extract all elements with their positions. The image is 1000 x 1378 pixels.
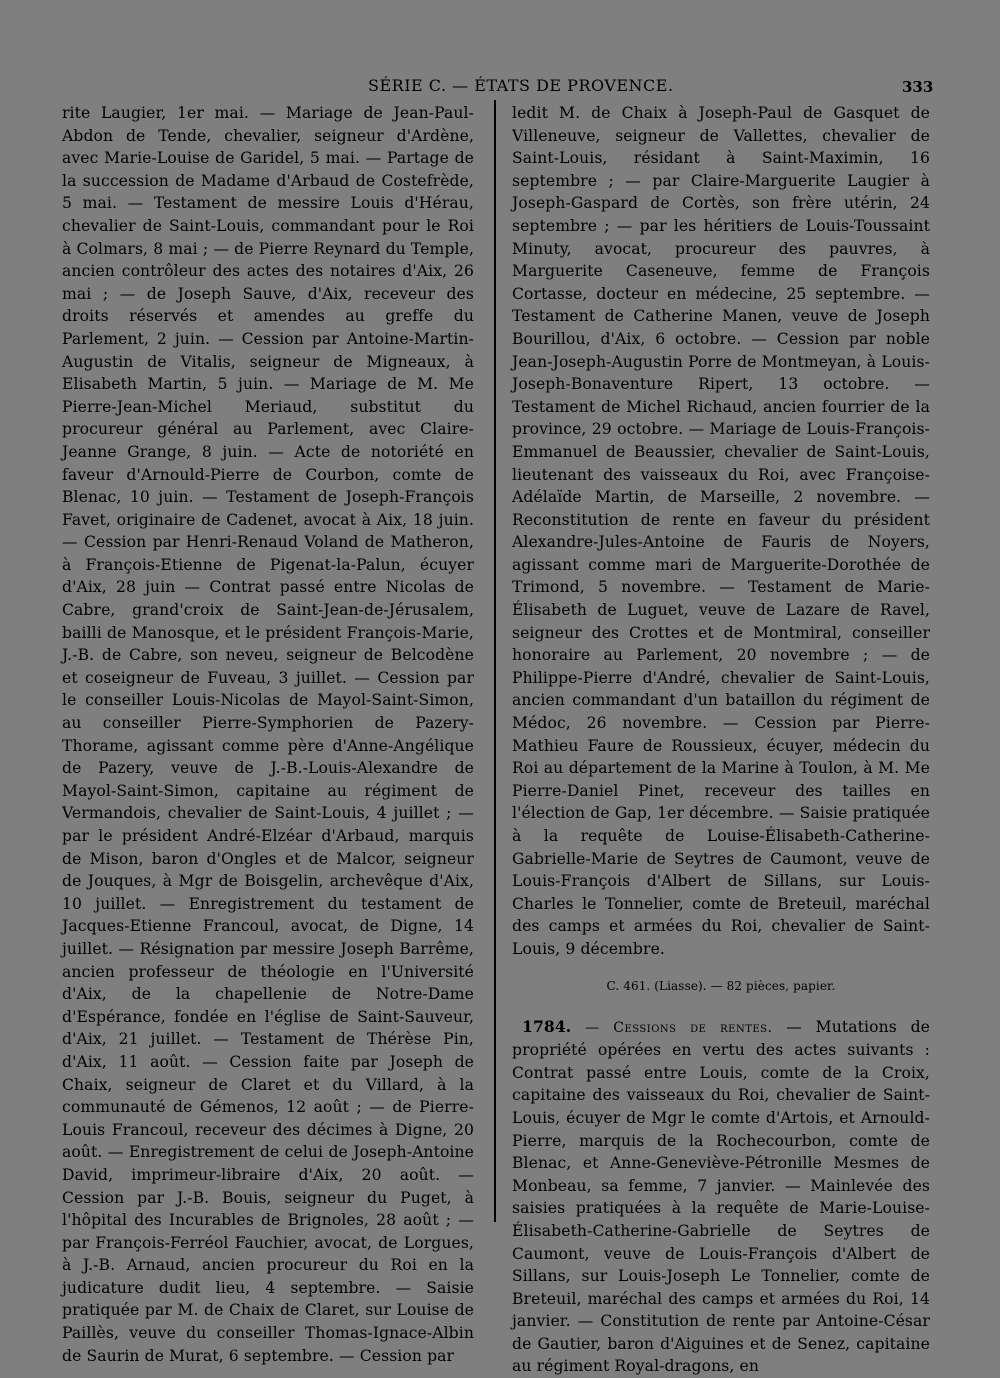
entry-text: — Mutations de propriété opérées en vertu des actes suivants : Contrat passé entre Louis, comte de la Croix, capitaine des vaisseaux du Roi, chevalier de Saint-Louis, écuyer de Mgr le comte d'Artois, et Arnould-Pierre, marquis de la Rochecourbon, comte de Blenac, et Anne-Geneviève-Pétronille Mesmes de Monbeau, sa femme, 7 janvier. — Mainlevée des saisies pratiquées à la requête de Marie-Louise-Élisabeth-Catherine-Gabrielle de Seytres de Caumont, veuve de Louis-François d'Albert de Sillans, sur Louis-Joseph Le Tonnelier, comte de Breteuil, maréchal des camps et armées du Roi, 14 janvier. — Constitution de rente par Antoine-César de Gautier, baron d'Aiguines et de Senez, capitaine au régiment Royal-dragons, en: [512, 1017, 930, 1376]
entry-heading: — Cessions de rentes.: [585, 1019, 773, 1036]
right-column-text: ledit M. de Chaix à Joseph-Paul de Gasquet de Villeneuve, seigneur de Vallettes, chevalier de Saint-Louis, résidant à Saint-Maximin, 16 septembre ; — par Claire-Marguerite Laugier à Joseph-Gaspard de Cortès, son frère utérin, 24 septembre ; — par les héritiers de Louis-Toussaint Minuty, avocat, procureur des pauvres, à Marguerite Caseneuve, femme de François Cortasse, docteur en médecine, 25 septembre. — Testament de Catherine Manen, veuve de Joseph Bourillou, d'Aix, 6 octobre. — Cession par noble Jean-Joseph-Augustin Porre de Montmeyan, à Louis-Joseph-Bonaventure Ripert, 13 octobre. — Testament de Michel Richaud, ancien fourrier de la province, 29 octobre. — Mariage de Louis-François-Emmanuel de Beaussier, chevalier de Saint-Louis, lieutenant des vaisseaux du Roi, avec Françoise-Adélaïde Martin, de Marseille, 2 novembre. — Reconstitution de rente en faveur du président Alexandre-Jules-Antoine de Fauris de Noyers, agissant comme mari de Marguerite-Dorothée de Trimond, 5 novembre. — Testament de Marie-Élisabeth de Luguet, veuve de Lazare de Ravel, seigneur des Crottes et de Montmiral, conseiller honoraire au Parlement, 20 novembre ; — de Philippe-Pierre d'André, chevalier de Saint-Louis, ancien commandant d'un bataillon du régiment de Médoc, 26 novembre. — Cession par Pierre-Mathieu Faure de Roussieux, écuyer, médecin du Roi au département de la Marine à Toulon, à M. Me Pierre-Daniel Pinet, receveur des tailles en l'élection de Gap, 1er décembre. — Saisie pratiquée à la requête de Louise-Élisabeth-Catherine-Gabrielle-Marie de Seytres de Caumont, veuve de Louis-François d'Albert de Sillans, sur Louis-Charles le Tonnelier, comte de Breteuil, maréchal des camps et armées du Roi, chevalier de Saint-Louis, 9 décembre.: [512, 104, 930, 958]
left-column-text: rite Laugier, 1er mai. — Mariage de Jean-Paul-Abdon de Tende, chevalier, seigneur d'Ardène, avec Marie-Louise de Garidel, 5 mai. — Partage de la succession de Madame d'Arbaud de Costefrède, 5 mai. — Testament de messire Louis d'Hérau, chevalier de Saint-Louis, commandant pour le Roi à Colmars, 8 mai ; — de Pierre Reynard du Temple, ancien contrôleur des actes des notaires d'Aix, 26 mai ; — de Joseph Sauve, d'Aix, receveur des droits réservés et amendes au greffe du Parlement, 2 juin. — Cession par Antoine-Martin-Augustin de Vitalis, seigneur de Migneaux, à Elisabeth Martin, 5 juin. — Mariage de M. Me Pierre-Jean-Michel Meriaud, substitut du procureur général au Parlement, avec Claire-Jeanne Grange, 8 juin. — Acte de notoriété en faveur d'Arnould-Pierre de Courbon, comte de Blenac, 10 juin. — Testament de Joseph-François Favet, originaire de Cadenet, avocat à Aix, 18 juin. — Cession par Henri-Renaud Voland de Matheron, à François-Etienne de Pigenat-la-Palun, écuyer d'Aix, 28 juin — Contrat passé entre Nicolas de Cabre, grand'croix de Saint-Jean-de-Jérusalem, bailli de Manosque, et le président François-Marie, J.-B. de Cabre, son neveu, seigneur de Belcodène et coseigneur de Fuveau, 3 juillet. — Cession par le conseiller Louis-Nicolas de Mayol-Saint-Simon, au conseiller Pierre-Symphorien de Pazery-Thorame, agissant comme père d'Anne-Angélique de Pazery, veuve de J.-B.-Louis-Alexandre de Mayol-Saint-Simon, capitaine au régiment de Vermandois, chevalier de Saint-Louis, 4 juillet ; — par le président André-Elzéar d'Arbaud, marquis de Mison, baron d'Ongles et de Malcor, seigneur de Jouques, à Mgr de Boisgelin, archevêque d'Aix, 10 juillet. — Enregistrement du testament de Jacques-Etienne Francoul, avocat, de Digne, 14 juillet. — Résignation par messire Joseph Barrême, ancien professeur de théologie en l'Université d'Aix, de la chapellenie de Notre-Dame d'Espérance, fondée en l'église de Saint-Sauveur, d'Aix, 21 juillet. — Testament de Thérèse Pin, d'Aix, 11 août. — Cession faite par Joseph de Chaix, seigneur de Claret et du Villard, à la communauté de Gémenos, 12 août ; — de Pierre-Louis Francoul, receveur des décimes à Digne, 20 août. — Enregistrement de celui de Joseph-Antoine David, imprimeur-libraire d'Aix, 20 août. — Cession par J.-B. Bouis, seigneur du Puget, à l'hôpital des Incurables de Brignoles, 28 août ; — par François-Ferréol Fauchier, avocat, de Lorgues, à J.-B. Arnaud, ancien procureur du Roi en la judicature dudit lieu, 4 septembre. — Saisie pratiquée par M. de Chaix de Claret, sur Louise de Paillès, veuve du conseiller Thomas-Ignace-Albin de Saurin de Murat, 6 septembre. — Cession par: [62, 104, 474, 1365]
page-number: 333: [902, 78, 934, 96]
right-column: [512, 102, 930, 1378]
entry-1784: [512, 1016, 930, 1378]
entry-year: 1784.: [522, 1016, 572, 1036]
page-header: [0, 76, 1000, 100]
shelfmark: C. 461. (Liasse). — 82 pièces, papier.: [606, 978, 836, 993]
running-title: SÉRIE C. — ÉTATS DE PROVENCE.: [368, 76, 674, 95]
left-column: [62, 102, 474, 1367]
column-divider: [494, 100, 496, 1222]
